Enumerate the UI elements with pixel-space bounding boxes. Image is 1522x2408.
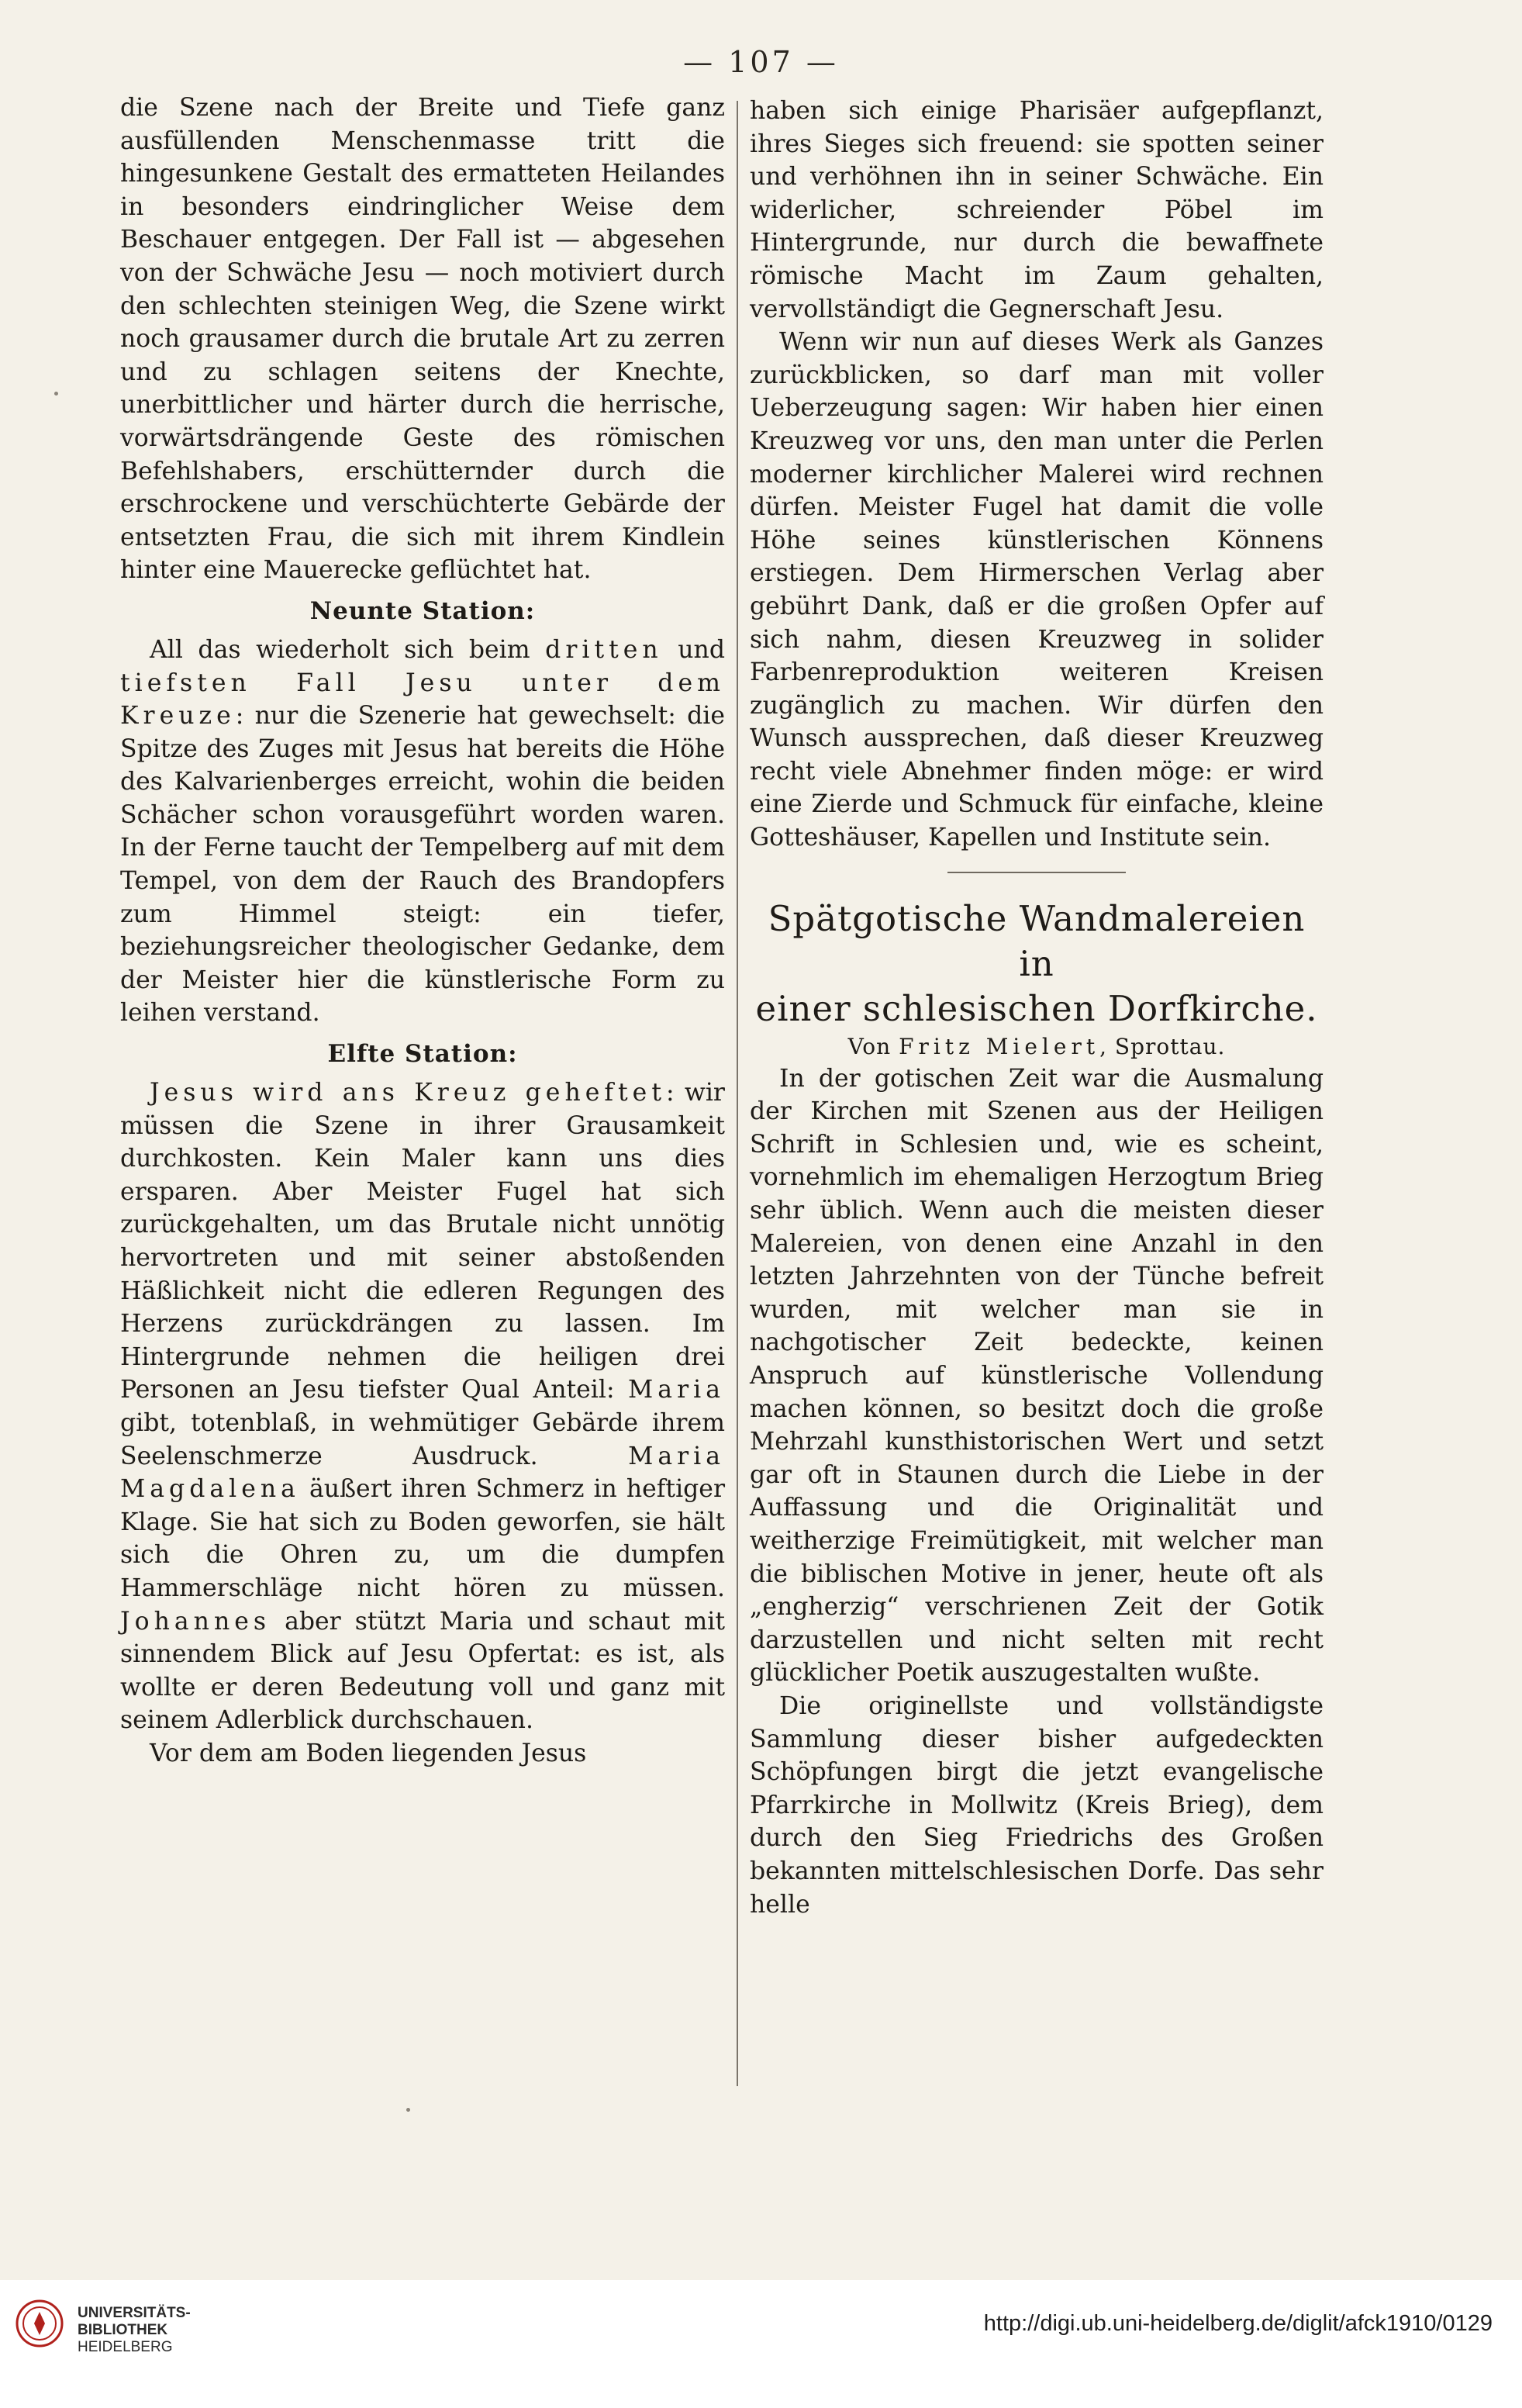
- text-run: : wir müssen die Szene in ihrer Grausamkeit durchkosten. Kein Maler kann uns dies ersparen. Aber Meister Fugel hat sich zurückgehalten, um das Brutale nicht unnötig hervortreten und mit seiner abstoßenden Häßlichkeit nicht die edleren Regungen des Herzens zurückdrängen zu lassen. Im Hintergrunde nehmen die heiligen drei Personen an Jesu tiefster Qual Anteil:: [120, 1079, 725, 1404]
- title-line: einer schlesischen Dorfkirche.: [755, 987, 1318, 1029]
- footer: [0, 2280, 1522, 2408]
- text-run: äußert ihren Schmerz in heftiger Klage. Sie hat sich zu Boden geworfen, sie hält sich die Ohren zu, um die dumpfen Hammerschläge nicht hören zu müssen.: [120, 1475, 726, 1602]
- title-line: Spätgotische Wandmalereien in: [768, 897, 1306, 984]
- text-run: aber stützt Maria und schaut mit sinnendem Blick auf Jesu Opfertat: es ist, als wollte er deren Bedeutung voll und ganz mit seinem Adlerblick durchschauen.: [120, 1607, 725, 1735]
- author-prefix: Von: [847, 1033, 892, 1059]
- emphasis-text: Jesus wird ans Kreuz geheftet: [150, 1079, 666, 1107]
- author-name: Fritz Mielert: [899, 1033, 1100, 1059]
- section-rule: [947, 872, 1126, 873]
- emphasis-text: Maria: [628, 1376, 725, 1404]
- paragraph: [120, 1076, 725, 1737]
- text-run: All das wiederholt sich beim: [150, 635, 530, 664]
- section-heading: Elfte Station:: [327, 1040, 518, 1069]
- text-run: : nur die Szenerie hat gewechselt: die Spitze des Zuges mit Jesus hat bereits die Höhe des Kalvarienberges erreicht, wohin die beiden Schächer schon vorausgeführt worden waren. In der Ferne taucht der Tempelberg auf mit dem Tempel, von dem der Rauch des Brandopfers zum Himmel steigt: ein tiefer, beziehungsreicher theologischer Gedanke, dem der Meister hier die künstlerische Form zu leihen verstand.: [120, 702, 725, 1028]
- left-column: [120, 92, 725, 1771]
- emphasis-text: tiefsten Fall Jesu unter dem Kreuze: [120, 669, 725, 731]
- article-title: [750, 897, 1324, 1031]
- print-speck: [54, 392, 58, 396]
- source-url-link[interactable]: http://digi.ub.uni-heidelberg.de/diglit/afck1910/0129: [983, 2311, 1493, 2336]
- university-seal-icon: [16, 2299, 64, 2348]
- text-run: gibt, totenblaß, in wehmütiger Gebärde ihrem Seelenschmerze Ausdruck.: [120, 1408, 725, 1470]
- paragraph: Die originellste und vollständigste Sammlung dieser bisher aufgedeckten Schöpfungen birgt die jetzt evangelische Pfarrkirche in Mollwitz (Kreis Brieg), dem durch den Sieg Friedrichs des Großen bekannten mittelschlesischen Dorfe. Das sehr helle: [750, 1691, 1324, 1919]
- paragraph: die Szene nach der Breite und Tiefe ganz ausfüllenden Menschenmasse tritt die hingesunkene Gestalt des ermatteten Heilandes in besonders eindringlicher Weise dem Beschauer entgegen. Der Fall ist — abgesehen von der Schwäche Jesu — noch motiviert durch den schlechten steinigen Weg, die Szene wirkt noch grausamer durch die brutale Art zu zerren und zu schlagen seitens der Knechte, unerbittlicher und härter durch die herrische, vorwärtsdrängende Geste des römischen Befehlshabers, erschütternder durch die erschrockene und verschüchterte Gebärde der entsetzten Frau, die sich mit ihrem Kindlein hinter eine Mauerecke geflüchtet hat.: [120, 94, 725, 585]
- library-logo-text: [78, 2305, 191, 2356]
- right-column: [750, 95, 1324, 1921]
- emphasis-text: Johannes: [120, 1607, 271, 1636]
- author-place: , Sprottau.: [1099, 1033, 1226, 1059]
- paragraph: haben sich einige Pharisäer aufgepflanzt, ihres Sieges sich freuend: sie spotten seiner und verhöhnen ihn in seiner Schwäche. Ein widerlicher, schreiender Pöbel im Hintergrunde, nur durch die bewaffnete römische Macht im Zaum gehalten, vervollständigt die Gegnerschaft Jesu.: [750, 97, 1324, 323]
- article-author: [750, 1031, 1324, 1062]
- paragraph: [120, 634, 725, 1030]
- paragraph: Wenn wir nun auf dieses Werk als Ganzes zurückblicken, so darf man mit voller Ueberzeugung sagen: Wir haben hier einen Kreuzweg vor uns, den man unter die Perlen moderner kirchlicher Malerei wird rechnen dürfen. Meister Fugel hat damit die volle Höhe seines künstlerischen Könnens erstiegen. Dem Hirmerschen Verlag aber gebührt Dank, daß er die großen Opfer auf sich nahm, diesen Kreuzweg in solider Farbenreproduktion weiteren Kreisen zugänglich zu machen. Wir dürfen den Wunsch aussprechen, daß dieser Kreuzweg recht viele Abnehmer finden möge: er wird eine Zierde und Schmuck für einfache, kleine Gotteshäuser, Kapellen und Institute sein.: [750, 328, 1324, 852]
- print-speck: [406, 2108, 410, 2112]
- page-number: — 107 —: [683, 45, 839, 79]
- logo-line: BIBLIOTHEK: [78, 2322, 168, 2338]
- paragraph: In der gotischen Zeit war die Ausmalung der Kirchen mit Szenen aus der Heiligen Schrift in Schlesien und, wie es scheint, vornehmlich im ehemaligen Herzogtum Brieg sehr üblich. Wenn auch die meisten dieser Malereien, von denen eine Anzahl in den letzten Jahrzehnten von der Tünche befreit wurden, mit welcher man sie in nachgotischer Zeit bedeckte, keinen Anspruch auf künstlerische Vollendung machen können, so besitzt doch die große Mehrzahl kunsthistorischen Wert und setzt gar oft in Staunen durch die Liebe in der Auffassung und die Originalität und weitherzige Freimütigkeit, mit welcher man die biblischen Motive in jener, heute oft als „engherzig“ verschrienen Zeit der Gotik darzustellen und nicht selten mit recht glücklicher Poetik auszugestalten wußte.: [750, 1064, 1324, 1688]
- text-run: und: [678, 635, 725, 664]
- logo-line: UNIVERSITÄTS-: [78, 2305, 191, 2321]
- emphasis-text: dritten: [545, 635, 663, 664]
- paragraph: Vor dem am Boden liegenden Jesus: [150, 1739, 587, 1767]
- logo-line: HEIDELBERG: [78, 2339, 173, 2355]
- emphasis-text: Maria Magdalena: [120, 1442, 726, 1504]
- column-divider: [737, 101, 738, 2086]
- section-heading: Neunte Station:: [309, 596, 536, 625]
